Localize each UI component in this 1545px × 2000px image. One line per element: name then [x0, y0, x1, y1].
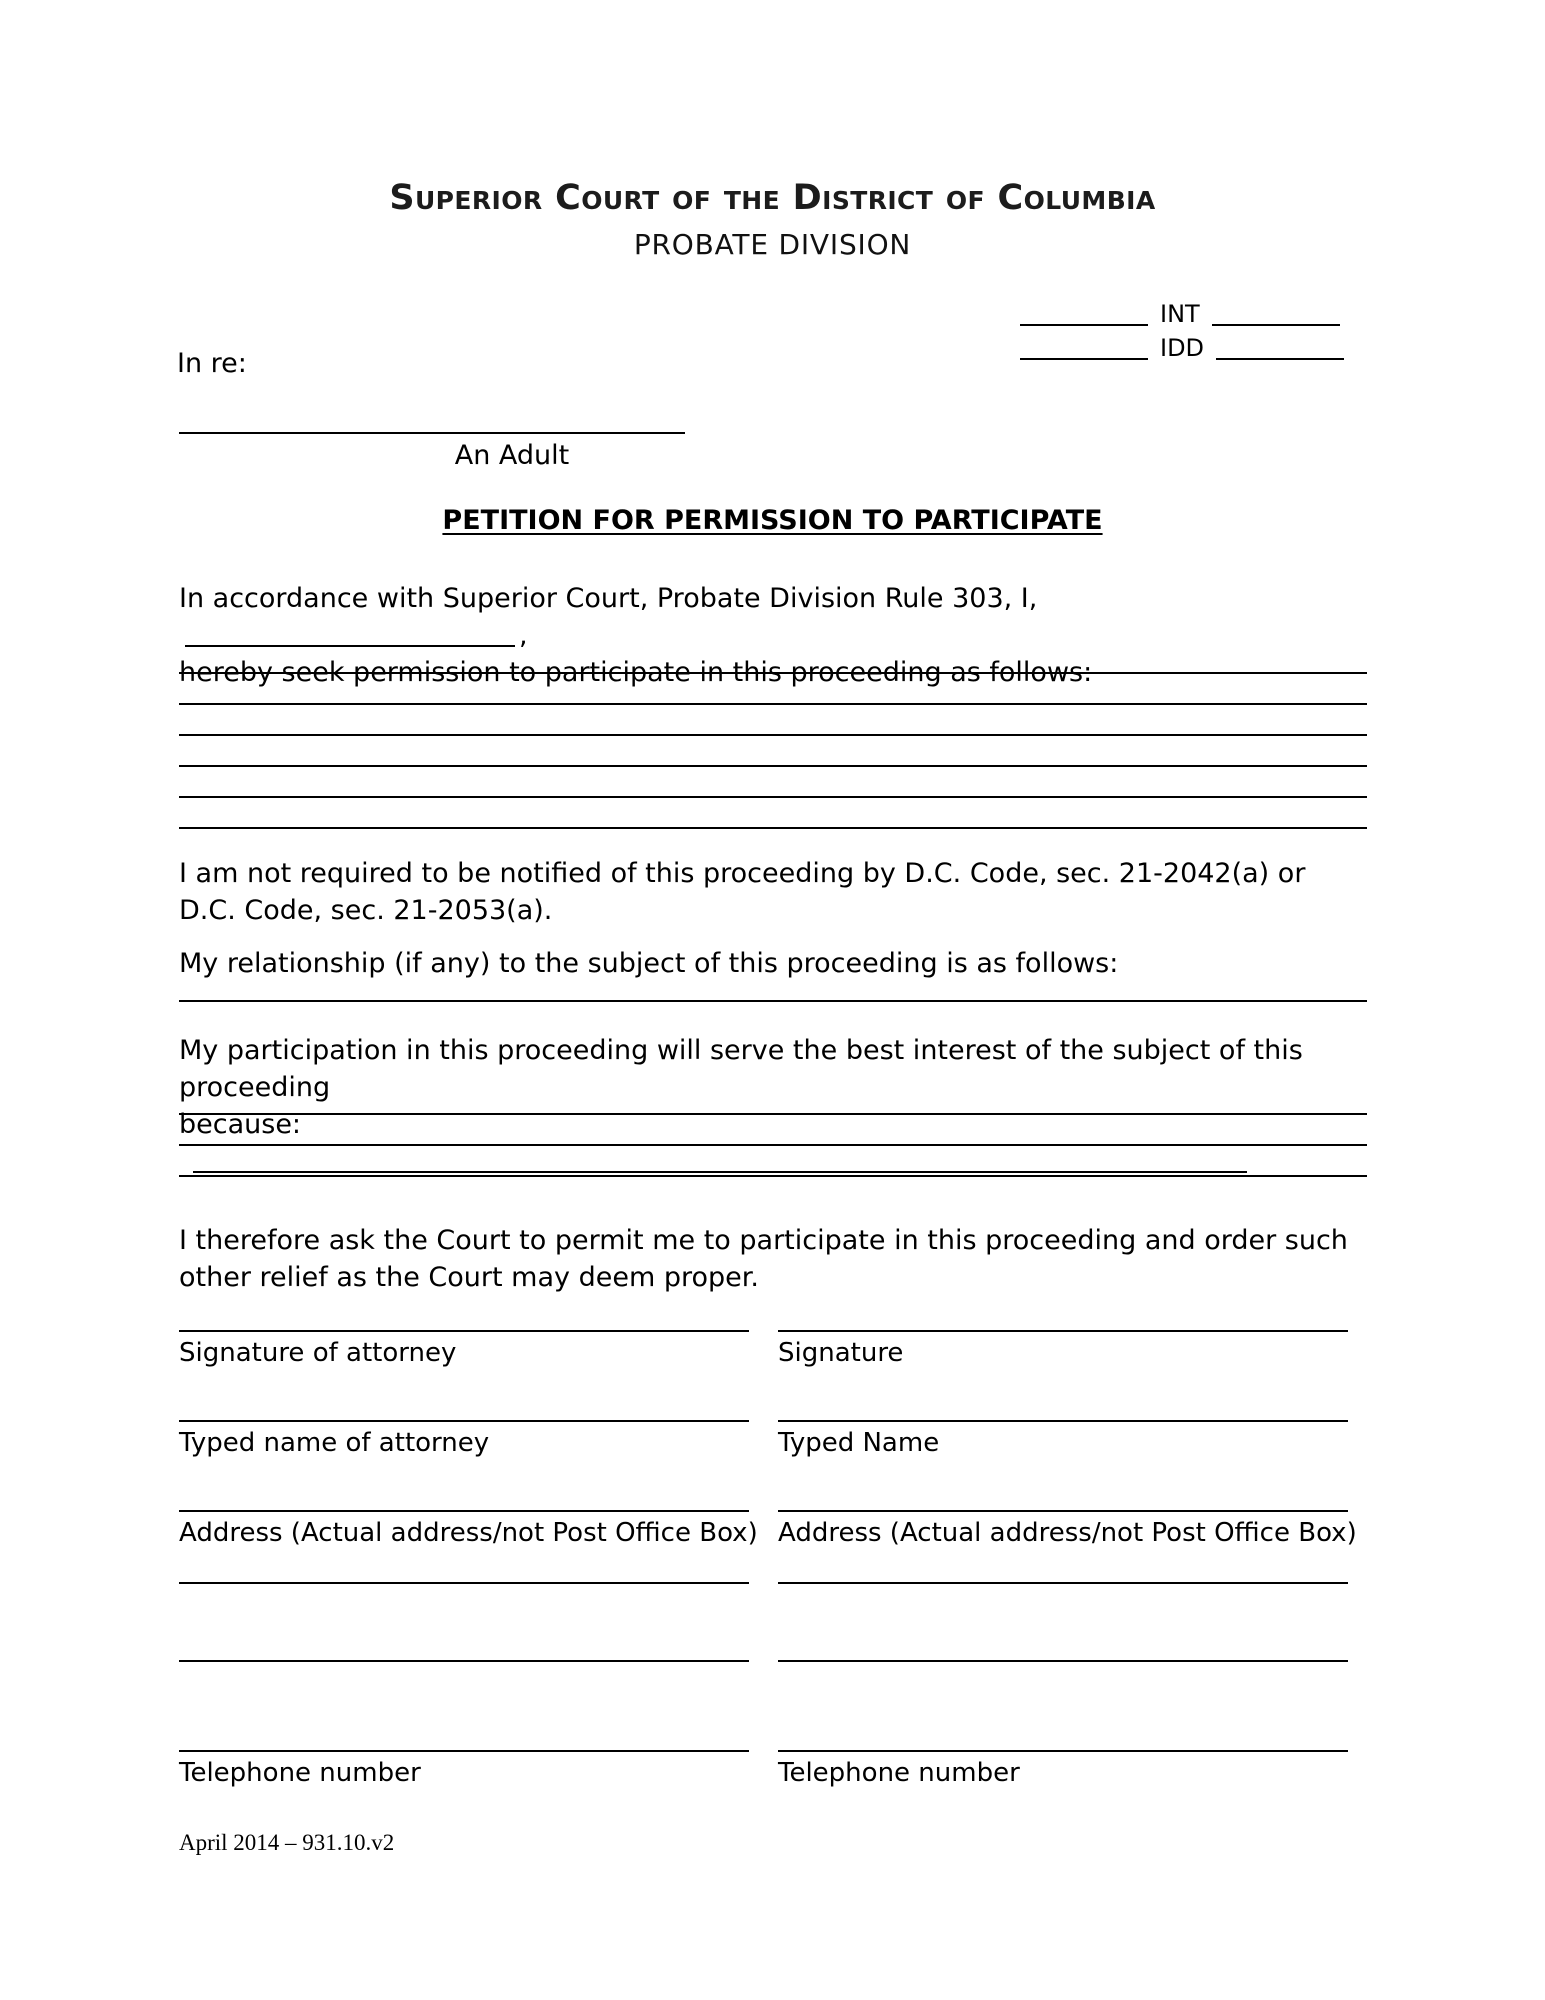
attorney-address-line-3[interactable]: [179, 1660, 749, 1662]
relationship-prompt: My relationship (if any) to the subject of this proceeding is as follows:: [179, 948, 1119, 979]
division-subtitle: PROBATE DIVISION: [633, 228, 912, 261]
petitioner-signature-label: Signature: [778, 1338, 904, 1368]
because-write-line-2[interactable]: [179, 1144, 1367, 1146]
participation-write-line-4[interactable]: [179, 765, 1367, 767]
relationship-write-line-1[interactable]: [179, 1000, 1367, 1002]
petitioner-telephone-label: Telephone number: [778, 1758, 1020, 1788]
petitioner-telephone-field: [778, 1750, 1348, 1788]
participation-text-line1: My participation in this proceeding will serve the best interest of the subject of this proceeding: [179, 1035, 1303, 1103]
closing-request-paragraph: I therefore ask the Court to permit me to participate in this proceeding and order such other relief as the Court may deem proper.: [179, 1225, 1348, 1293]
int-blank-right[interactable]: [1212, 302, 1340, 326]
idd-label: IDD: [1160, 334, 1205, 362]
petitioner-address-line-2[interactable]: [778, 1582, 1348, 1584]
petition-heading: PETITION FOR PERMISSION TO PARTICIPATE: [442, 505, 1103, 536]
intro-text-after-blank: ,: [519, 620, 528, 651]
attorney-address-continuation-2: [179, 1660, 749, 1662]
petitioner-address-continuation-1: [778, 1582, 1348, 1584]
court-title: Superior Court of the District of Columbia: [389, 178, 1156, 218]
participation-write-line-5[interactable]: [179, 796, 1367, 798]
notification-statement: I am not required to be notified of this proceeding by D.C. Code, sec. 21-2042(a) or D.C. Code, sec. 21-2053(a).: [179, 858, 1306, 926]
idd-blank-right[interactable]: [1216, 336, 1344, 360]
attorney-address-label: Address (Actual address/not Post Office Box): [179, 1518, 758, 1548]
petitioner-address-field: [778, 1510, 1357, 1548]
petitioner-typed-name-field: [778, 1420, 1348, 1458]
participation-write-line-1[interactable]: [179, 672, 1367, 674]
petitioner-name-blank[interactable]: [185, 621, 515, 647]
petitioner-address-continuation-2: [778, 1660, 1348, 1662]
attorney-typed-name-label: Typed name of attorney: [179, 1428, 490, 1458]
form-version-footer: April 2014 – 931.10.v2: [179, 1830, 395, 1855]
case-number-row-idd: [1020, 326, 1400, 360]
because-inline-blank[interactable]: [193, 1147, 1247, 1173]
intro-paragraph: [179, 580, 1367, 691]
attorney-typed-name-field: [179, 1420, 749, 1458]
because-write-line-1[interactable]: [179, 1113, 1367, 1115]
case-number-row-int: [1020, 292, 1400, 326]
in-re-label: In re:: [177, 348, 247, 379]
subject-descriptor: An Adult: [454, 440, 570, 471]
participation-paragraph: [179, 1032, 1367, 1180]
participation-write-line-6[interactable]: [179, 827, 1367, 829]
petitioner-signature-field: [778, 1330, 1348, 1368]
subject-name-blank[interactable]: [179, 432, 685, 434]
int-blank-left[interactable]: [1020, 302, 1148, 326]
attorney-address-continuation-1: [179, 1582, 749, 1584]
petitioner-typed-name-label: Typed Name: [778, 1428, 940, 1458]
attorney-signature-field: [179, 1330, 749, 1368]
petitioner-address-label: Address (Actual address/not Post Office Box): [778, 1518, 1357, 1548]
int-label: INT: [1160, 300, 1200, 328]
idd-blank-left[interactable]: [1020, 336, 1148, 360]
case-number-block: [1020, 292, 1400, 360]
participation-because-label: because:: [179, 1109, 302, 1140]
attorney-signature-label: Signature of attorney: [179, 1338, 457, 1368]
because-write-line-3[interactable]: [179, 1175, 1367, 1177]
petitioner-address-line-3[interactable]: [778, 1660, 1348, 1662]
attorney-telephone-field: [179, 1750, 749, 1788]
participation-write-line-3[interactable]: [179, 734, 1367, 736]
participation-write-line-2[interactable]: [179, 703, 1367, 705]
intro-text-before-blank: In accordance with Superior Court, Probate Division Rule 303, I,: [179, 583, 1038, 614]
intro-text-line2: hereby seek permission to participate in this proceeding as follows:: [179, 657, 1093, 688]
attorney-address-field: [179, 1510, 758, 1548]
attorney-address-line-2[interactable]: [179, 1582, 749, 1584]
attorney-telephone-label: Telephone number: [179, 1758, 421, 1788]
